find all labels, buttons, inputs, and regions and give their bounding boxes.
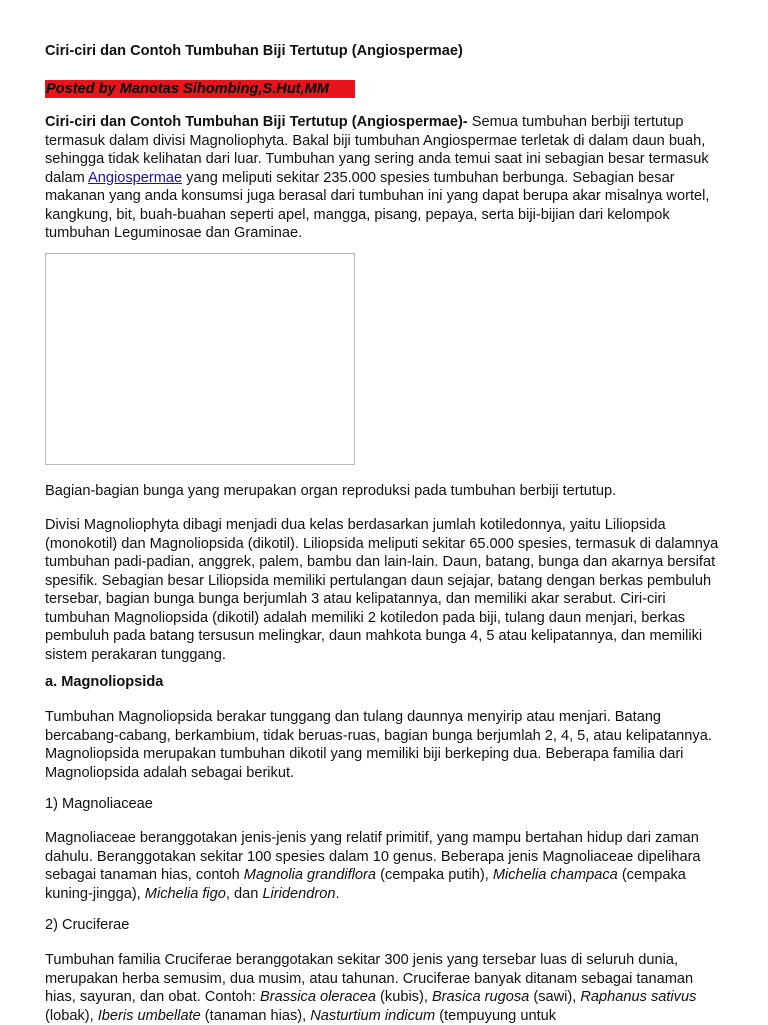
text-segment: (cempaka putih), (376, 867, 493, 883)
text-segment: Tumbuhan familia Cruciferae beranggotakan sekitar 300 jenis yang tersebar luas di seluruh dunia, merupakan herba semusim, dua musim, atau tahunan. Cruciferae banyak ditanam sebagai tanaman hias, sayuran, dan obat. Contoh: (45, 952, 694, 1005)
intro-text-2: yang meliputi sekitar 235.000 spesies tumbuhan berbunga. Sebagian besar makanan yang anda konsumsi juga berasal dari tumbuhan ini yang dapat berupa akar misalnya wortel, kangkung, bit, buah-buahan seperti apel, mangga, pisang, pepaya, serta biji-bijian dari kelompok tumbuhan Leguminosae dan Graminae. (45, 169, 710, 241)
page-title: Ciri-ciri dan Contoh Tumbuhan Biji Tertutup (Angiospermae) (45, 43, 463, 59)
species-name: Liridendron (262, 885, 336, 902)
species-name: Magnolia grandiflora (243, 867, 377, 883)
divisi-paragraph: Divisi Magnoliophyta dibagi menjadi dua kelas berdasarkan jumlah kotiledonnya, yaitu Liliopsida (monokotil) dan Magnoliopsida (dikotil). Liliopsida meliputi sekitar 65.000 spesies, termasuk di dalamnya tumbuhan padi-padian, anggrek, palem, bambu dan lain-lain. Daun, batang, bunga dan akarnya bersifat spesifik. Sebagian besar Liliopsida memiliki pertulangan daun sejajar, batang dengan berkas pembuluh tersebar, bagian bunga bunga berjumlah 3 atau kelipatannya, dan memiliki akar serabut. Ciri-ciri tumbuhan Magnoliopsida (dikotil) adalah memiliki 2 kotiledon pada biji, tulang daun menjari, berkas pembuluh pada batang tersusun melingkar, daun mahkota bunga 4, 5 atau kelipatannya, dan memiliki sistem perakaran tunggang. (45, 517, 719, 663)
text-segment: , dan (225, 885, 263, 902)
magnoliaceae-paragraph (45, 829, 725, 903)
species-name: Nasturtium indicum (310, 1007, 436, 1024)
text-segment: (tempuyung untuk (435, 1007, 557, 1024)
species-name: Brassica oleracea (260, 989, 376, 1005)
subheading-magnoliaceae: 1) Magnoliaceae (45, 796, 153, 812)
text-segment: (cempaka kuning-jingga), (45, 867, 686, 902)
angiospermae-link[interactable]: Angiospermae (88, 169, 183, 186)
intro-paragraph (45, 113, 725, 243)
magnoliopsida-paragraph: Tumbuhan Magnoliopsida berakar tunggang dan tulang daunnya menyirip atau menjari. Batang bercabang-cabang, berkambium, tidak beruas-ruas, bagian bunga berjumlah 2, 4, 5, atau kelipatannya. Magnoliopsida merupakan tumbuhan dikotil yang memiliki biji berkeping dua. Beberapa familia dari Magnoliopsida adalah sebagai berikut. (45, 709, 712, 781)
text-segment: (tanaman hias), (200, 1007, 311, 1024)
section-heading-magnoliopsida: a. Magnoliopsida (45, 674, 164, 690)
species-name: Raphanus sativus (580, 989, 697, 1005)
species-name: Michelia champaca (492, 867, 618, 883)
text-segment: (lobak), (45, 1007, 98, 1024)
species-name: Brasica rugosa (431, 989, 530, 1005)
text-segment: (sawi), (529, 989, 581, 1005)
figure-caption: Bagian-bagian bunga yang merupakan organ reproduksi pada tumbuhan berbiji tertutup. (45, 483, 617, 499)
flower-parts-image-placeholder (45, 253, 355, 465)
intro-lead-bold: Ciri-ciri dan Contoh Tumbuhan Biji Tertutup (Angiospermae)- (45, 114, 468, 130)
intro-text-1: Semua tumbuhan berbiji tertutup termasuk dalam divisi Magnoliophyta. Bakal biji tumbuhan Angiospermae terletak di dalam daun buah, sehingga tidak kelihatan dari luar. Tumbuhan yang sering anda temui saat ini sebagian besar termasuk dalam (45, 114, 709, 186)
cruciferae-paragraph (45, 951, 725, 1025)
text-segment: . (335, 885, 340, 902)
author-byline: Posted by Manotas Sihombing,S.Hut,MM (45, 80, 355, 98)
species-name: Iberis umbellate (97, 1007, 201, 1024)
text-segment: Magnoliaceae beranggotakan jenis-jenis yang relatif primitif, yang mampu bertahan hidup dari zaman dahulu. Beranggotakan sekitar 100 spesies dalam 10 genus. Beberapa jenis Magnoliaceae dipelihara sebagai tanaman hias, contoh (45, 830, 701, 883)
species-name: Michelia figo (144, 885, 226, 902)
text-segment: (kubis), (376, 989, 432, 1005)
subheading-cruciferae: 2) Cruciferae (45, 917, 130, 933)
